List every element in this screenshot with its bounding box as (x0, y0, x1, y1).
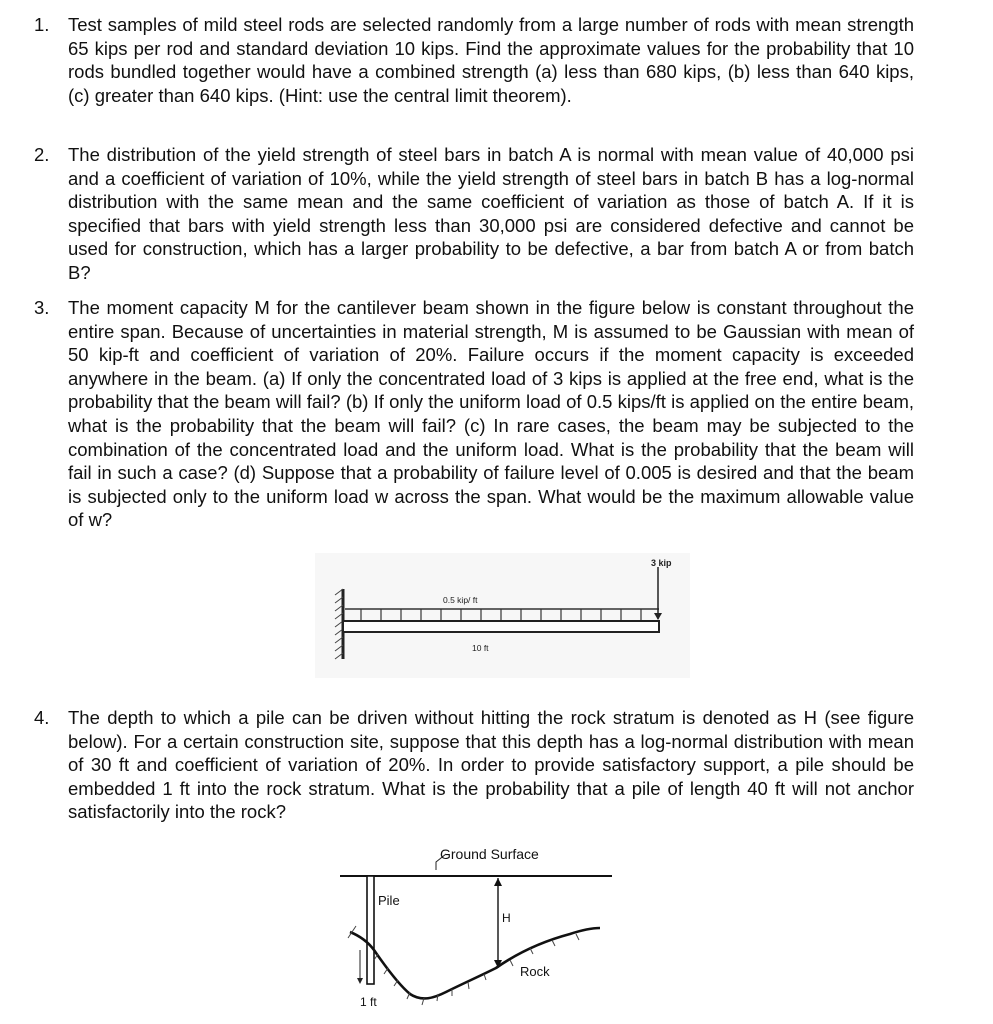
beam (343, 621, 659, 632)
problem-2 (34, 143, 914, 285)
problem-text: Test samples of mild steel rods are selected randomly from a large number of rods with mean strength 65 kips per rod and standard deviation 10 kips. Find the approximate values for the probability that 10 rods bundled together would have a combined strength (a) less than 680 kips, (b) less than 640 kips, (c) greater than 640 kips. (Hint: use the central limit theorem). (68, 14, 914, 106)
rock-label: Rock (520, 964, 550, 979)
problem-text: The moment capacity M for the cantilever beam shown in the figure below is constant throughout the entire span. Because of uncertainties in material strength, M is assumed to be Gaussian with mean of 50 kip-ft and coefficient of variation of 20%. Failure occurs if the moment capacity is exceeded anywhere in the beam. (a) If only the concentrated load of 3 kips is applied at the free end, what is the probability that the beam will fail? (b) If only the uniform load of 0.5 kips/ft is applied on the entire beam, what is the probability that the beam will fail? (c) In rare cases, the beam may be subjected to the combination of the concentrated load and the uniform load. What is the probability that the beam will fail in such a case? (d) Suppose that a probability of failure level of 0.005 is desired and that the beam is subjected only to the uniform load w across the span. What would be the maximum allowable value of w? (68, 297, 914, 531)
ground-surface-label: Ground Surface (440, 846, 539, 862)
problem-4 (34, 706, 914, 824)
problem-1 (34, 13, 914, 107)
distributed-load-label: 0.5 kip/ ft (443, 595, 478, 605)
depth-label: H (502, 911, 511, 925)
point-load-label: 3 kip (651, 558, 672, 568)
pile (367, 876, 374, 984)
problem-number: 3. (34, 297, 50, 318)
problem-text: The distribution of the yield strength of steel bars in batch A is normal with mean value of 40,000 psi and a coefficient of variation of 10%, while the yield strength of steel bars in batch B has a log-normal distribution with the same mean and the same coefficient of variation as those of batch A. If it is specified that bars with yield strength less than 30,000 psi are considered defective and cannot be used for construction, which has a larger probability to be defective, a bar from batch A or from batch B? (68, 144, 914, 283)
problem-number: 1. (34, 14, 50, 35)
pile-label: Pile (378, 893, 400, 908)
problem-number: 4. (34, 707, 50, 728)
rock-stratum-profile (350, 928, 600, 998)
embed-depth-label: 1 ft (360, 995, 377, 1009)
cantilever-beam-figure (315, 553, 690, 678)
problem-number: 2. (34, 144, 50, 165)
span-label: 10 ft (472, 643, 489, 653)
problem-3 (34, 296, 914, 532)
problem-text: The depth to which a pile can be driven without hitting the rock stratum is denoted as H (see figure below). For a certain construction site, suppose that this depth has a log-normal distribution with mean of 30 ft and coefficient of variation of 20%. In order to provide satisfactory support, a pile should be embedded 1 ft into the rock stratum. What is the probability that a pile of length 40 ft will not anchor satisfactorily into the rock? (68, 707, 914, 823)
pile-figure (330, 842, 620, 1022)
